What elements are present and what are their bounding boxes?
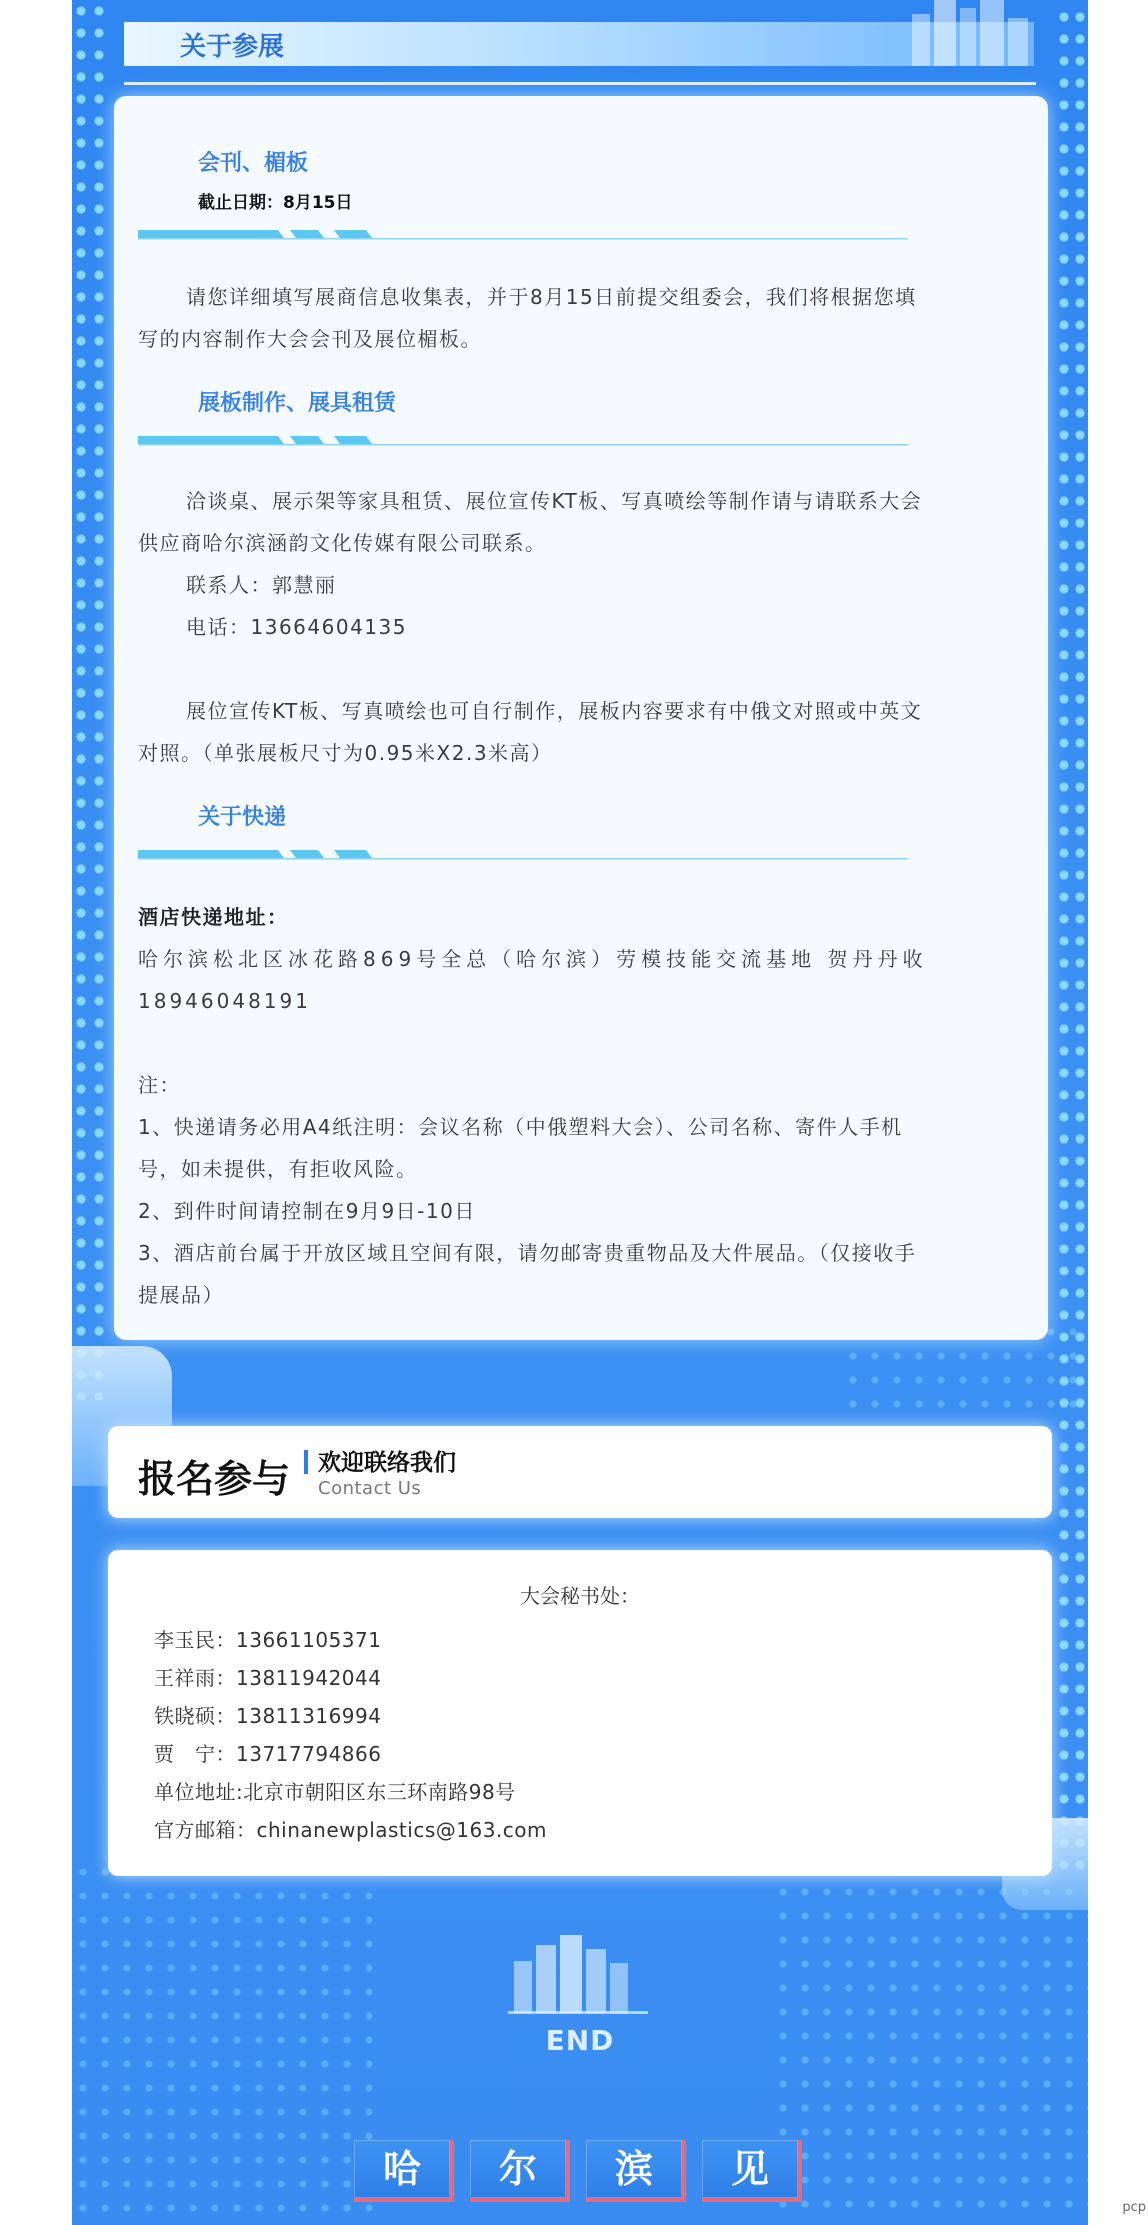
section-header-underline bbox=[124, 82, 1036, 85]
end-label: END bbox=[545, 2024, 615, 2057]
office-address: 单位地址:北京市朝阳区东三环南路98号 bbox=[154, 1780, 516, 1804]
official-email[interactable]: 官方邮箱：chinanewplastics@163.com bbox=[154, 1818, 547, 1842]
board-section-title: 展板制作、展具租赁 bbox=[198, 391, 397, 416]
exhibition-info-card bbox=[114, 96, 1048, 1340]
delivery-address: 哈尔滨松北区冰花路869号全总（哈尔滨）劳模技能交流基地 贺丹丹收 bbox=[138, 947, 928, 971]
note-item: 3、酒店前台属于开放区域且空间有限，请勿邮寄贵重物品及大件展品。（仅接收手 bbox=[138, 1241, 917, 1265]
section-divider bbox=[138, 848, 1018, 860]
contact-title: 报名参与 bbox=[138, 1457, 291, 1501]
contact-row[interactable]: 王祥雨：13811942044 bbox=[154, 1666, 382, 1690]
board-body bbox=[138, 480, 1018, 774]
title-separator bbox=[304, 1450, 308, 1474]
see-you-char: 尔 bbox=[470, 2140, 570, 2202]
board-contact-person: 联系人：郭慧丽 bbox=[186, 573, 337, 597]
board-body-line: 对照。（单张展板尺寸为0.95米X2.3米高） bbox=[138, 741, 553, 765]
note-item: 号，如未提供，有拒收风险。 bbox=[138, 1157, 418, 1181]
see-you-char: 滨 bbox=[586, 2140, 686, 2202]
board-contact-phone[interactable]: 电话：13664604135 bbox=[186, 615, 407, 639]
city-skyline-icon bbox=[508, 1935, 648, 2015]
board-body-line: 供应商哈尔滨涵韵文化传媒有限公司联系。 bbox=[138, 531, 547, 555]
note-item: 提展品） bbox=[138, 1283, 224, 1307]
delivery-phone[interactable]: 18946048191 bbox=[138, 989, 311, 1013]
catalog-body-line: 写的内容制作大会会刊及展位楣板。 bbox=[138, 327, 482, 351]
note-item: 1、快递请务必用A4纸注明：会议名称（中俄塑料大会）、公司名称、寄件人手机 bbox=[138, 1115, 903, 1139]
board-body-line: 展位宣传KT板、写真喷绘也可自行制作，展板内容要求有中俄文对照或中英文 bbox=[186, 699, 923, 723]
section-header-title: 关于参展 bbox=[180, 32, 285, 62]
catalog-section-title: 会刊、楣板 bbox=[198, 151, 309, 176]
secretariat-heading: 大会秘书处： bbox=[520, 1584, 640, 1608]
notes-label: 注： bbox=[138, 1073, 181, 1097]
catalog-body bbox=[138, 276, 1018, 360]
contact-subtitle-en: Contact Us bbox=[318, 1478, 422, 1499]
delivery-section-title: 关于快递 bbox=[198, 805, 287, 830]
dot-pattern-right bbox=[1054, 0, 1088, 1880]
page-column bbox=[72, 0, 1088, 2225]
catalog-deadline: 截止日期：8月15日 bbox=[198, 193, 353, 213]
section-divider bbox=[138, 228, 1018, 240]
dot-pattern-left bbox=[72, 0, 108, 1400]
section-divider bbox=[138, 434, 1018, 446]
delivery-address-label: 酒店快递地址： bbox=[138, 905, 289, 929]
contact-row[interactable]: 李玉民：13661105371 bbox=[154, 1628, 382, 1652]
catalog-body-line: 请您详细填写展商信息收集表，并于8月15日前提交组委会，我们将根据您填 bbox=[186, 285, 917, 309]
contact-header-card bbox=[108, 1426, 1052, 1518]
contact-row[interactable]: 贾 宁：13717794866 bbox=[154, 1742, 382, 1766]
contact-info-card bbox=[108, 1550, 1052, 1876]
buildings-icon bbox=[902, 0, 1042, 66]
board-body-line: 洽谈桌、展示架等家具租赁、展位宣传KT板、写真喷绘等制作请与请联系大会 bbox=[186, 489, 923, 513]
note-item: 2、到件时间请控制在9月9日-10日 bbox=[138, 1199, 476, 1223]
delivery-body bbox=[138, 896, 1018, 1316]
see-you-char: 哈 bbox=[354, 2140, 454, 2202]
contact-subtitle-cn: 欢迎联络我们 bbox=[318, 1450, 456, 1476]
watermark: pcp bbox=[1122, 2200, 1146, 2215]
contact-row[interactable]: 铁晓硕：13811316994 bbox=[154, 1704, 382, 1728]
see-you-char: 见 bbox=[702, 2140, 802, 2202]
